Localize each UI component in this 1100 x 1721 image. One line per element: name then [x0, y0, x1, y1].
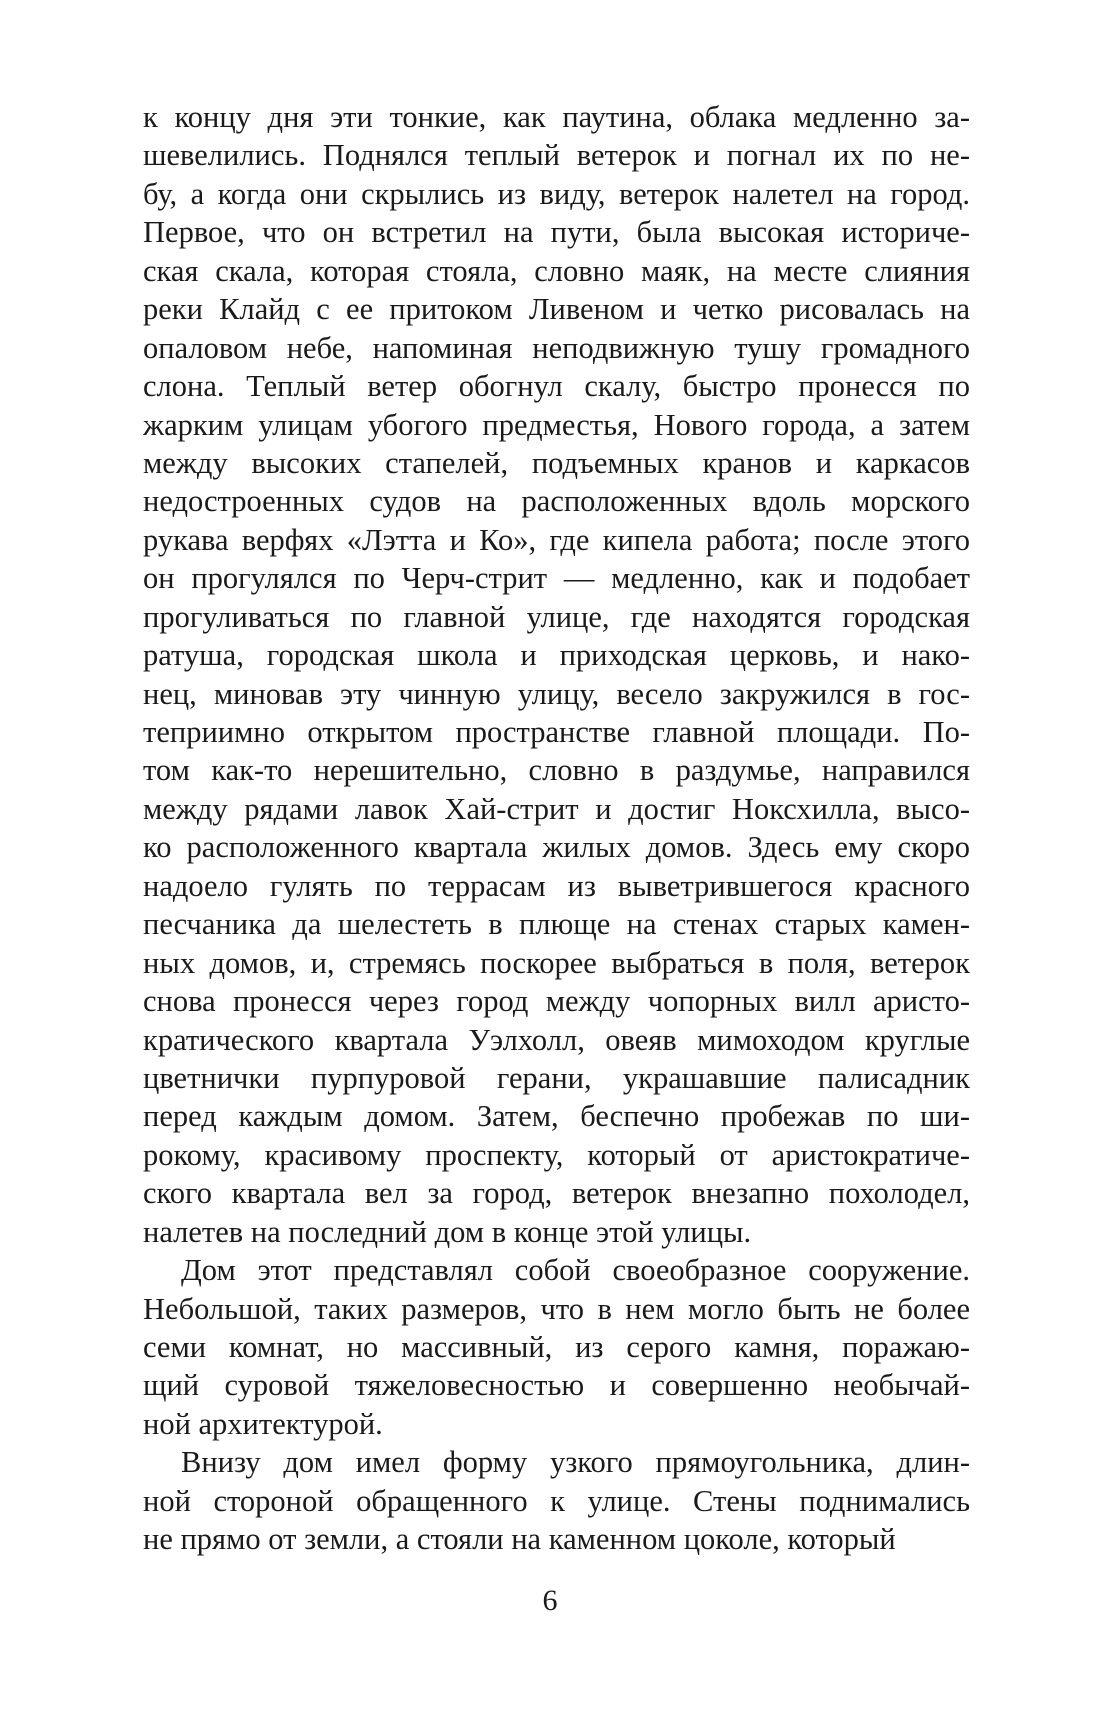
text-line: ных домов, и, стремясь поскорее выбраться в поля, ветерок	[143, 945, 970, 980]
text-line: кратического квартала Уэлхолл, овеяв мимоходом круглые	[143, 1022, 970, 1057]
text-line: опаловом небе, напоминая неподвижную тушу громадного	[143, 330, 970, 365]
text-line: перед каждым домом. Затем, беспечно пробежав по ши-	[143, 1099, 970, 1134]
text-line: рукава верфях «Лэтта и Ко», где кипела работа; после этого	[143, 522, 970, 557]
text-line: нец, миновав эту чинную улицу, весело закружился в гос-	[143, 676, 970, 711]
page-number: 6	[542, 1584, 558, 1617]
text-line: том как-то нерешительно, словно в раздумье, направился	[143, 753, 970, 788]
text-line: ной архитектурой.	[143, 1406, 383, 1441]
text-line: снова пронесся через город между чопорных вилл аристо-	[143, 984, 970, 1019]
text-line: недостроенных судов на расположенных вдоль морского	[143, 484, 970, 519]
paragraph	[143, 98, 970, 1251]
text-line: цветнички пурпуровой герани, украшавшие палисадник	[143, 1060, 970, 1095]
text-line: слона. Теплый ветер обогнул скалу, быстро пронесся по	[143, 369, 970, 404]
text-line: ская скала, которая стояла, словно маяк, на месте слияния	[143, 253, 970, 288]
text-line: семи комнат, но массивный, из серого камня, поражаю-	[143, 1330, 970, 1364]
text-line: ко расположенного квартала жилых домов. Здесь ему скоро	[143, 830, 970, 865]
text-line: между высоких стапелей, подъемных кранов и каркасов	[143, 445, 970, 480]
text-line: налетев на последний дом в конце этой улицы.	[143, 1214, 752, 1249]
text-line: он прогулялся по Черч-стрит — медленно, как и подобает	[143, 561, 970, 596]
paragraph	[143, 1443, 970, 1558]
text-line: рокому, красивому проспекту, который от аристократиче-	[143, 1137, 970, 1172]
text-line: надоело гулять по террасам из выветрившегося красного	[143, 868, 970, 903]
text-line: бу, а когда они скрылись из виду, ветерок налетел на город.	[143, 176, 970, 211]
text-line: прогуливаться по главной улице, где находятся городская	[143, 599, 970, 634]
text-line: щий суровой тяжеловесностью и совершенно необычай-	[143, 1368, 970, 1403]
text-line: не прямо от земли, а стояли на каменном цоколе, который	[143, 1522, 896, 1557]
text-line: реки Клайд с ее притоком Ливеном и четко рисовалась на	[143, 292, 970, 327]
text-line: теприимно открытом пространстве главной площади. По-	[143, 715, 970, 749]
text-line: ратуша, городская школа и приходская церковь, и нако-	[143, 638, 970, 673]
text-line: между рядами лавок Хай-стрит и достиг Ноксхилла, высо-	[143, 791, 970, 826]
text-line: Первое, что он встретил на пути, была высокая историче-	[143, 215, 970, 250]
text-line: ной стороной обращенного к улице. Стены поднимались	[143, 1483, 970, 1518]
text-line: к концу дня эти тонкие, как паутина, облака медленно за-	[143, 100, 970, 134]
text-line: песчаника да шелестеть в плюще на стенах старых камен-	[143, 907, 970, 942]
text-line: ского квартала вел за город, ветерок внезапно похолодел,	[143, 1176, 970, 1211]
text-line: Дом этот представлял собой своеобразное сооружение.	[181, 1253, 970, 1288]
body-text	[143, 98, 970, 1559]
text-line: жарким улицам убогого предместья, Нового города, а затем	[143, 407, 970, 442]
text-line: Небольшой, таких размеров, что в нем могло быть не более	[143, 1291, 970, 1326]
paragraph	[143, 1251, 970, 1443]
text-line: шевелились. Поднялся теплый ветерок и погнал их по не-	[143, 138, 970, 173]
text-line: Внизу дом имел форму узкого прямоугольника, длин-	[181, 1445, 970, 1480]
